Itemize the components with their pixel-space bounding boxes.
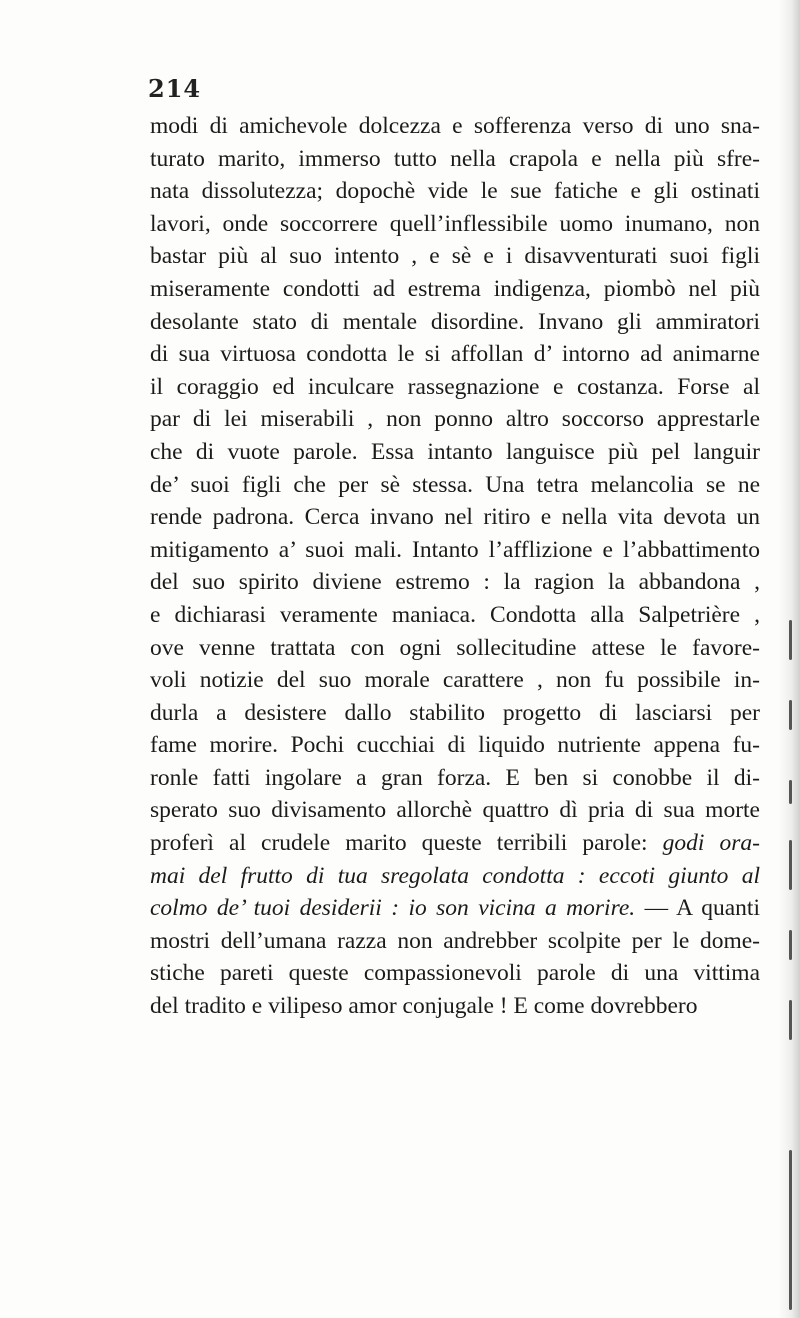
italic-span: colmo de’ tuoi desiderii : io son vicina a morire. xyxy=(150,895,636,922)
page-number: 214 xyxy=(148,74,202,103)
text-line: ove venne trattata con ogni sollecitudine attese le favore- xyxy=(150,634,760,661)
text-line: desolante stato di mentale disordine. Invano gli ammiratori xyxy=(150,308,760,335)
text-line: nata dissolutezza; dopochè vide le sue fatiche e gli ostinati xyxy=(150,178,760,205)
page-edge-mark xyxy=(789,700,792,730)
text-line: miseramente condotti ad estrema indigenza, piombò nel più xyxy=(150,275,760,302)
text-span: proferì al crudele marito queste terribili parole: xyxy=(150,830,648,857)
text-line: di sua virtuosa condotta le si affollan d’ intorno ad animarne xyxy=(150,341,760,368)
text-line: durla a desistere dallo stabilito progetto di lasciarsi per xyxy=(150,699,760,726)
body-text xyxy=(150,110,760,1023)
text-line: bastar più al suo intento , e sè e i disavventurati suoi figli xyxy=(150,243,760,270)
text-line: fame morire. Pochi cucchiai di liquido nutriente appena fu- xyxy=(150,732,760,759)
page-edge-mark xyxy=(789,1150,792,1310)
text-line-mixed xyxy=(150,827,760,860)
text-line: lavori, onde soccorrere quell’inflessibile uomo inumano, non xyxy=(150,210,760,237)
text-span: — A quanti xyxy=(644,895,760,922)
text-line: voli notizie del suo morale carattere , non fu possibile in- xyxy=(150,667,760,694)
text-line: de’ suoi figli che per sè stessa. Una tetra melancolia se ne xyxy=(150,471,760,498)
text-line: sperato suo divisamento allorchè quattro dì pria di sua morte xyxy=(150,797,760,824)
page-edge-mark xyxy=(789,620,792,660)
text-line: del suo spirito diviene estremo : la ragion la abbandona , xyxy=(150,569,760,596)
text-line-italic: mai del frutto di tua sregolata condotta : eccoti giunto al xyxy=(150,862,760,889)
text-line: turato marito, immerso tutto nella crapola e nella più sfre- xyxy=(150,145,760,172)
text-line: mitigamento a’ suoi mali. Intanto l’afflizione e l’abbattimento xyxy=(150,536,760,563)
text-line: del tradito e vilipeso amor conjugale ! E come dovrebbero xyxy=(150,993,698,1020)
text-line: par di lei miserabili , non ponno altro soccorso apprestarle xyxy=(150,406,760,433)
text-line: ronle fatti ingolare a gran forza. E ben si conobbe il di- xyxy=(150,764,760,791)
text-line: e dichiarasi veramente maniaca. Condotta alla Salpetrière , xyxy=(150,601,760,628)
text-line: modi di amichevole dolcezza e sofferenza verso di uno sna- xyxy=(150,113,760,139)
italic-span: godi ora- xyxy=(662,830,760,857)
page-edge-mark xyxy=(789,780,792,804)
text-line: mostri dell’umana razza non andrebber scolpite per le dome- xyxy=(150,927,760,954)
text-line: che di vuote parole. Essa intanto languisce più pel languir xyxy=(150,438,760,465)
page-edge-mark xyxy=(789,840,792,890)
page-edge-mark xyxy=(789,1000,792,1040)
text-line: rende padrona. Cerca invano nel ritiro e nella vita devota un xyxy=(150,504,760,531)
text-line-mixed xyxy=(150,892,760,925)
text-line: il coraggio ed inculcare rassegnazione e costanza. Forse al xyxy=(150,373,760,400)
page-edge-mark xyxy=(789,930,792,960)
text-line: stiche pareti queste compassionevoli parole di una vittima xyxy=(150,960,760,987)
